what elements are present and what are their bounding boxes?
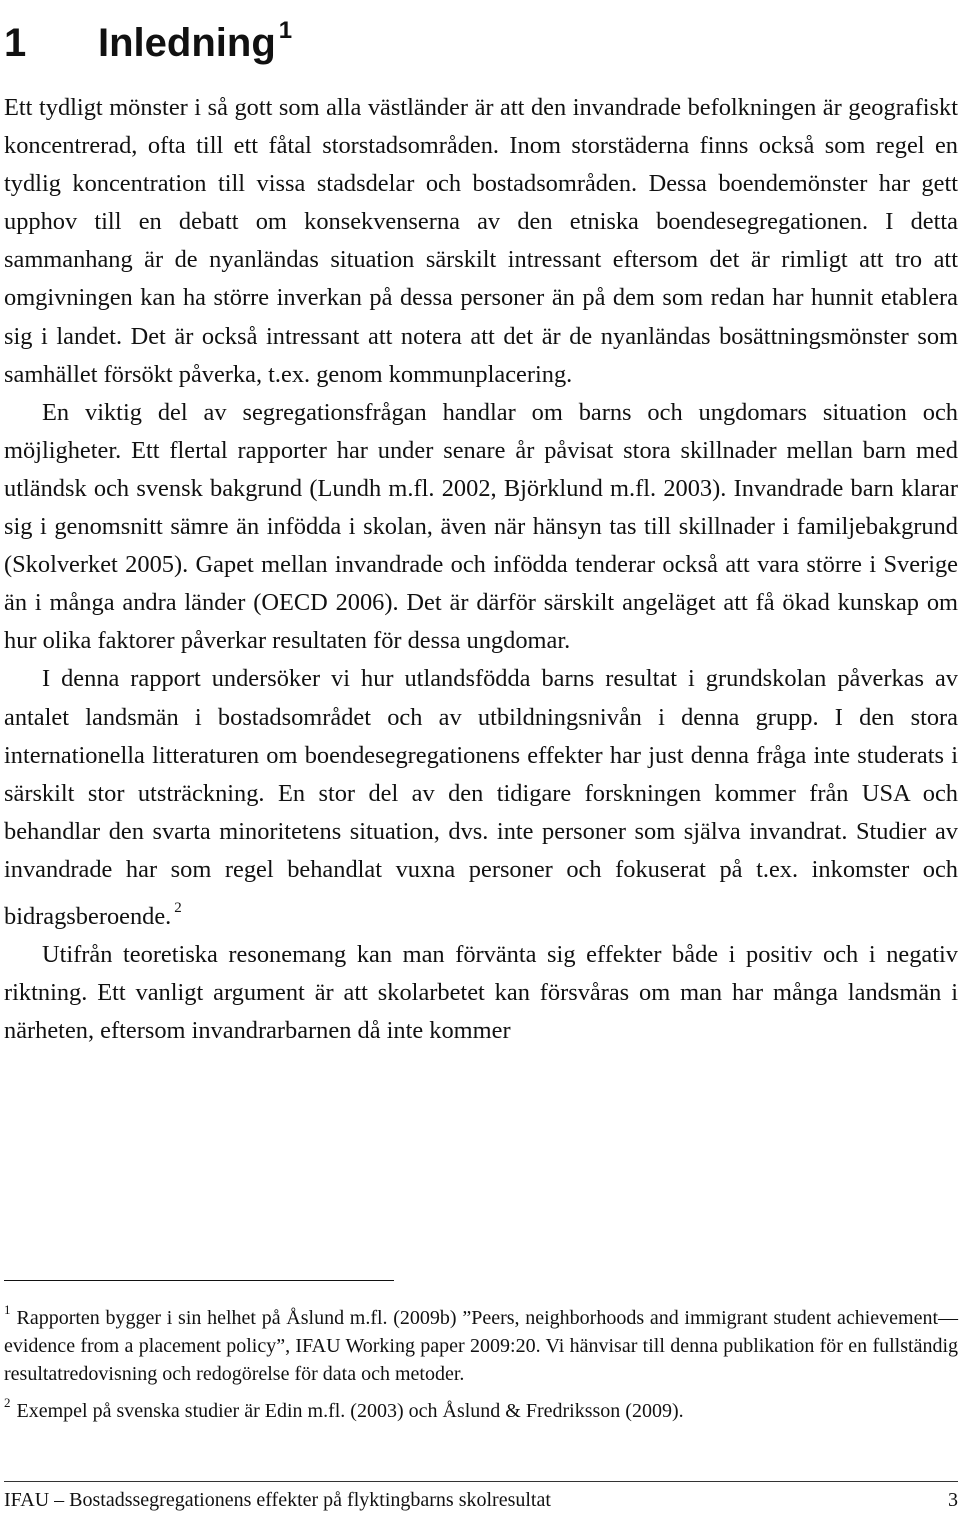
paragraph-3 — [4, 660, 958, 936]
page-footer — [4, 1487, 958, 1513]
chapter-number: 1 — [4, 21, 27, 65]
paragraph-2-text: En viktig del av segregationsfrågan handlar om barns och ungdomars situation och möjligheter. Ett flertal rapporter har under senare år påvisat stora skillnader mellan barn med utländsk och svensk bakgrund (Lundh m.fl. 2002, Björklund m.fl. 2003). Invandrade barn klarar sig i genomsnitt sämre än infödda i skolan, även när hänsyn tas till skillnader i familjebakgrund (Skolverket 2005). Gapet mellan invandrade och infödda tenderar också att vara större i Sverige än i många andra länder (OECD 2006). Det är därför särskilt angeläget att få ökad kunskap om hur olika faktorer påverkar resultaten för dessa ungdomar. — [4, 398, 958, 655]
paragraph-1 — [4, 89, 958, 394]
footnote-1 — [4, 1296, 958, 1389]
footnote-1-mark: 1 — [4, 1302, 11, 1317]
footnote-separator — [4, 1280, 394, 1281]
footnotes — [4, 1296, 958, 1425]
footnote-2 — [4, 1389, 958, 1425]
running-title: IFAU – Bostadssegregationens effekter på flyktingbarns skolresultat — [4, 1489, 551, 1511]
chapter-title: Inledning — [98, 21, 276, 65]
footnote-1-text: Rapporten bygger i sin helhet på Åslund m.fl. (2009b) ”Peers, neighborhoods and immigrant student achievement—evidence from a placement policy”, IFAU Working paper 2009:20. Vi hänvisar till denna publikation för en fullständig resultatredovisning och redogörelse för data och metoder. — [4, 1307, 958, 1386]
paragraph-4-text: Utifrån teoretiska resonemang kan man förvänta sig effekter både i positiv och i negativ riktning. Ett vanligt argument är att skolarbetet kan försvåras om man har många landsmän i närheten, eftersom invandrarbarnen då inte kommer — [4, 941, 958, 1045]
paragraph-3-text: I denna rapport undersöker vi hur utlandsfödda barns resultat i grundskolan påverkas av antalet landsmän i bostadsområdet och av utbildningsnivån i denna grupp. I den stora internationella litteraturen om boendesegregationens effekter har just denna fråga inte studerats i särskilt stor utsträckning. En stor del av den tidigare forskningen kommer från USA och behandlar den svarta minoritetens situation, dvs. inte personer som själva invandrat. Studier av invandrade har som regel behandlat vuxna personer och fokuserat på t.ex. inkomster och bidragsberoende. — [4, 665, 958, 930]
footnote-ref-1[interactable]: 1 — [278, 17, 293, 44]
body-text — [4, 89, 958, 1050]
footnote-ref-2[interactable]: 2 — [174, 899, 182, 916]
paragraph-1-text: Ett tydligt mönster i så gott som alla västländer är att den invandrade befolkningen är geografiskt koncentrerad, ofta till ett fåtal storstadsområden. Inom storstäderna finns också som regel en tydlig koncentration till vissa stadsdelar och bostadsområden. Dessa boendemönster har gett upphov till en debatt om konsekvenserna av den etniska boendesegregationen. I detta sammanhang är de nyanländas situation särskilt intressant eftersom det är rimligt att tro att omgivningen kan ha större inverkan på dessa personer än på dem som redan har hunnit etablera sig i landet. Det är också intressant att notera att det är de nyanländas bosättningsmönster som samhället försökt påverka, t.ex. genom kommunplacering. — [4, 94, 958, 388]
footnote-2-mark: 2 — [4, 1394, 11, 1410]
paragraph-2 — [4, 394, 958, 661]
document-page — [4, 0, 958, 1518]
footnote-2-text: Exempel på svenska studier är Edin m.fl. (2003) och Åslund & Fredriksson (2009). — [16, 1399, 684, 1422]
chapter-heading — [4, 4, 292, 70]
paragraph-4 — [4, 936, 958, 1050]
footer-separator — [4, 1481, 958, 1482]
page-number: 3 — [948, 1489, 958, 1511]
